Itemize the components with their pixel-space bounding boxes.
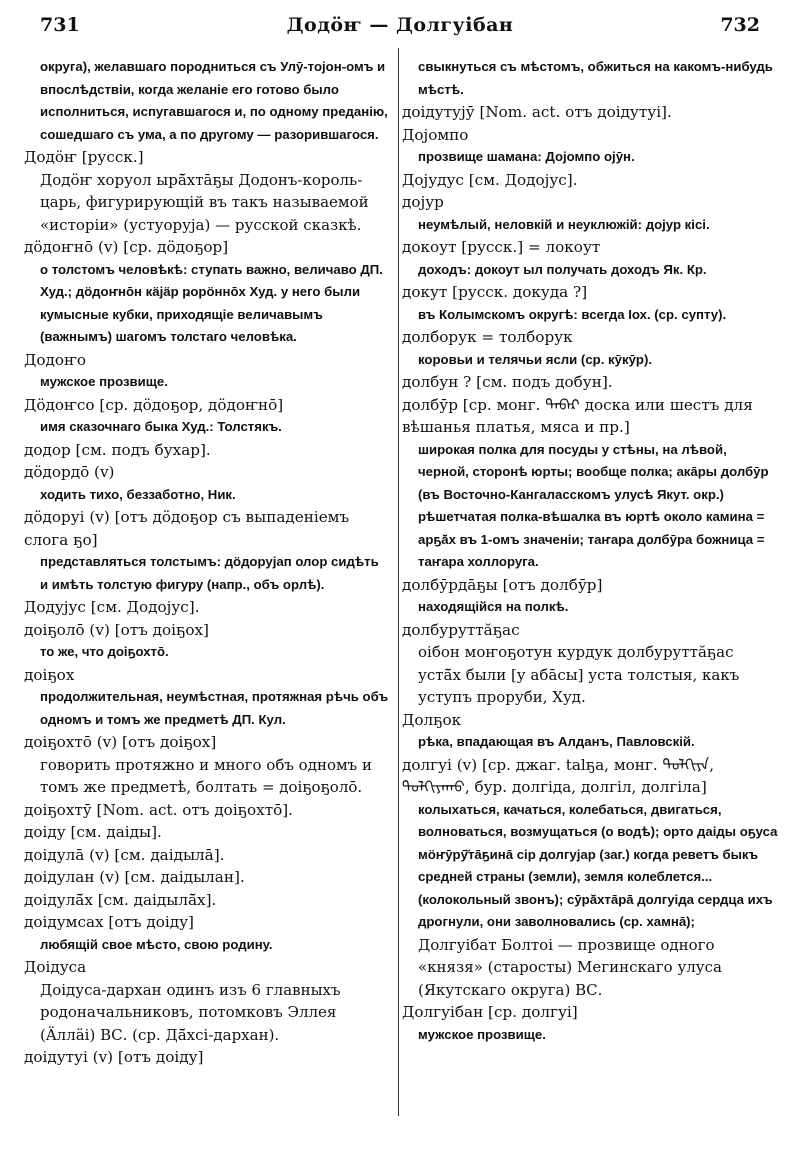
entry-definition: неумѣлый, неловкiй и неуклюжiй: доjур кiсi. [418, 216, 710, 232]
dictionary-entry [24, 799, 390, 822]
entry-definition: колыхаться, качаться, колебаться, двигаться, волноваться, возмущаться (о водѣ); орто даiды оҕуса мöҥӯрӯ̆тāҕинā сiр долгуjар (заг.) когда реветъ быкъ средней страны (земли), земля колеблется... (колокольный звонъ); сӯрā̆хтāрā долгуiда сердца ихъ дрогнули, они заволновались (ср. хамнā); [418, 801, 778, 929]
dictionary-entry [24, 56, 390, 146]
entry-headword: Додöҥ [русск.] [24, 148, 144, 166]
entry-headword: Додоҥо [24, 350, 87, 369]
dictionary-entry [402, 56, 780, 101]
entry-definition: говорить протяжно и много объ одномъ и томъ же предметѣ, болтать = доiҕоҕолō. [40, 755, 372, 796]
dictionary-entry [402, 754, 780, 1002]
entry-headword: доiҕохтō (v) [отъ доiҕох] [24, 733, 217, 751]
entry-headword: доiҕох [24, 665, 75, 684]
dictionary-entry [24, 439, 390, 462]
dictionary-entry [402, 101, 780, 124]
entry-definition: Додöҥ хоруол ырā̆хтāҕы Додонъ-король-царь, фигурирующiй въ такъ называемой «исторiи» (устуоруjа) — русской сказкѣ. [40, 170, 369, 234]
entry-headword: долбуруттӑҕас [402, 620, 520, 639]
dictionary-entry [24, 844, 390, 867]
dictionary-entry [24, 394, 390, 439]
entry-definition: продолжительная, неумѣстная, протяжная рѣчь объ одномъ и томъ же предметѣ ДП. Кул. [40, 689, 389, 727]
entry-definition: свыкнуться съ мѣстомъ, обжиться на какомъ-нибудь мѣстѣ. [418, 59, 773, 97]
entry-definition: о толстомъ человѣкѣ: ступать важно, величаво ДП. Худ.; дöдоҥнōн кäjäр ҏорӧннōх Худ. у него были кумысные кубки, приходящiе величавымъ (важнымъ) шагомъ толстаго человѣка. [40, 261, 383, 344]
entry-headword: доiдутуi (v) [отъ доiду] [24, 1048, 204, 1066]
page-number-right: 732 [720, 14, 760, 36]
entry-headword: долбӯр [ср. монг. ᠳᠡᠪᠡᠷ доска или шестъ для вѣшанья платья, мяса и пр.] [402, 395, 753, 436]
dictionary-entry [24, 506, 390, 596]
entry-definition: коровьи и телячьи ясли (ср. кӯкӯр). [418, 351, 653, 367]
entry-headword: докоут [русск.] = локоут [402, 238, 601, 256]
dictionary-entry [402, 619, 780, 709]
dictionary-entry [402, 371, 780, 394]
entry-definition: имя сказочнаго быка Худ.: Толстякъ. [40, 419, 282, 434]
entry-headword: Доjомпо [402, 125, 469, 144]
dictionary-entry [24, 349, 390, 394]
right-column [402, 56, 780, 1046]
entry-headword: доiдулā (v) [см. даiдылā]. [24, 845, 225, 864]
entry-headword: доiҕохтӯ [Nom. act. отъ доiҕохтō]. [24, 800, 293, 819]
entry-headword: доiдулан (v) [см. даiдылан]. [24, 868, 245, 886]
entry-headword: Дöдоҥсо [ср. дöдоҕор, дöдоҥнō] [24, 395, 284, 414]
entry-definition: представляться толстымъ: дöдоруjап олор сидѣть и имѣть толстую фигуру (напр., объ орлѣ). [40, 554, 379, 592]
entry-headword: Доiдуса [24, 958, 87, 976]
entry-headword: Долгуiбан [ср. долгуi] [402, 1003, 578, 1021]
left-column [24, 56, 390, 1069]
entry-headword: доiдутуjӯ [Nom. act. отъ доiдутуi]. [402, 103, 672, 121]
dictionary-entry [402, 281, 780, 326]
entry-headword: доiдумсах [отъ доiду] [24, 913, 194, 931]
dictionary-entry [24, 1046, 390, 1069]
dictionary-entry [24, 146, 390, 236]
running-head-title: Додöҥ — Долгуiбан [286, 14, 514, 36]
entry-definition: въ Колымскомъ округѣ: всегда Iох. (ср. супту). [418, 306, 727, 322]
entry-headword: додор [см. подъ бухар]. [24, 440, 211, 459]
entry-headword: долгуi (v) [ср. джаг. talҕa, монг. ᠳᠣᠯᠭᠢᠶᠠ, ᠳᠣᠯᠭᠢᠶᠠᠬᠤ, бур. долгiда, долгiл, долгiла] [402, 755, 715, 796]
dictionary-entry [24, 911, 390, 956]
entry-headword: Доjудус [см. Додоjус]. [402, 170, 578, 189]
entry-headword: дöдоруi (v) [отъ дöдоҕор съ выпаденiемъ слога ҕо] [24, 508, 350, 549]
entry-headword: докут [русск. докуда ?] [402, 283, 588, 301]
entry-definition: находящiйся на полкѣ. [418, 599, 569, 614]
entry-definition: любящiй свое мѣсто, свою родину. [40, 936, 273, 952]
dictionary-entry [24, 236, 390, 349]
dictionary-entry [402, 169, 780, 192]
entry-headword: доiду [см. даiды]. [24, 823, 162, 841]
dictionary-entry [24, 956, 390, 1046]
dictionary-entry [24, 731, 390, 799]
entry-definition: прозвище шамана: Доjомпо оjӯн. [418, 149, 635, 164]
entry-headword: доiҕолō (v) [отъ доiҕох] [24, 620, 209, 639]
entry-headword: долбун ? [см. подъ добун]. [402, 373, 613, 391]
dictionary-entry [402, 1001, 780, 1046]
dictionary-entry [402, 191, 780, 236]
dictionary-entry [24, 889, 390, 912]
entry-headword: дöдордō (v) [24, 463, 115, 481]
dictionary-entry [402, 326, 780, 371]
entry-headword: доiдулā̆х [см. даiдылā̆х]. [24, 890, 217, 909]
dictionary-entry [24, 866, 390, 889]
dictionary-entry [402, 124, 780, 169]
dictionary-entry [402, 394, 780, 574]
dictionary-entry [24, 596, 390, 619]
entry-definition-secondary: Долгуiбат Болтоi — прозвище одного «князя» (старосты) Мегинскаго улуса (Якутскаго округа) ВС. [418, 935, 722, 999]
entry-headword: Долҕок [402, 710, 462, 729]
dictionary-entry [24, 821, 390, 844]
page-header [0, 14, 800, 42]
dictionary-entry [24, 461, 390, 506]
entry-headword: долборук = толборук [402, 328, 573, 346]
entry-headword: долбӯрдāҕы [отъ долбӯр] [402, 575, 603, 594]
dictionary-entry [24, 664, 390, 732]
entry-definition: оiбон моҥоҕотун курдук долбуруттӑҕас устā̆х были [у абāсы] уста толстыя, какъ уступъ проруби, Худ. [418, 643, 740, 706]
entry-definition: Доiдуса-дархан одинъ изъ 6 главныхъ родоначальниковъ, потомковъ Эллея (Äллäi) ВС. (ср. Дā̆хсi-дархан). [40, 980, 341, 1044]
entry-definition: ходить тихо, беззаботно, Ник. [40, 486, 236, 502]
entry-definition: округа), желавшаго породниться съ Улӯ-тоjон-омъ и впослѣдствiи, когда желанiе его готово было исполниться, испугавшагося и, по одному преданiю, сошедшаго съ ума, а по другому — разорившагося. [40, 59, 388, 142]
entry-definition: мужское прозвище. [418, 1026, 546, 1042]
entry-headword: дöдоҥнō (v) [ср. дöдоҕор] [24, 238, 229, 256]
dictionary-entry [24, 619, 390, 664]
entry-definition: рѣка, впадающая въ Алданъ, Павловскiй. [418, 734, 695, 749]
column-divider [398, 48, 399, 1116]
dictionary-entry [402, 574, 780, 619]
dictionary-entry [402, 709, 780, 754]
entry-definition: то же, что доiҕохтō. [40, 644, 169, 659]
entry-definition: доходъ: докоут ыл получать доходъ Як. Кр. [418, 261, 707, 277]
entry-definition: широкая полка для посуды у стѣны, на лѣвой, черной, сторонѣ юрты; вообще полка; акāры долбӯр (въ Восточно-Кангаласскомъ улусѣ Якут. окр.) рѣшетчатая полка-вѣшалка въ юртѣ около камина = арҕā̆х въ 1-омъ значенiи; таҥара долбӯра божница = таҥара холлоруга. [418, 441, 769, 569]
dictionary-entry [402, 236, 780, 281]
entry-headword: Додуjус [см. Додоjус]. [24, 598, 200, 616]
entry-headword: доjур [402, 193, 444, 211]
page-number-left: 731 [40, 14, 80, 36]
entry-definition: мужское прозвище. [40, 374, 168, 389]
